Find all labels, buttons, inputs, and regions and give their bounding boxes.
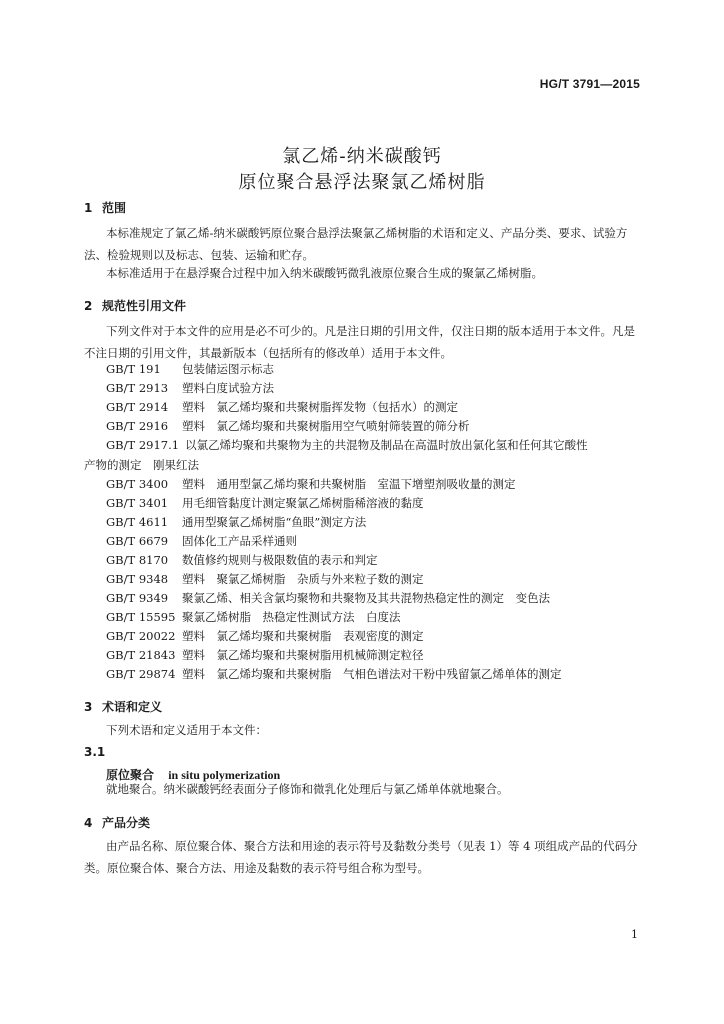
reference-title: 聚氯乙烯、相关含氯均聚物和共聚物及其共混物热稳定性的测定 变色法 [182,591,550,605]
reference-code: GB/T 3401 [106,496,169,510]
reference-item [106,551,378,570]
reference-title: 塑料白度试验方法 [182,381,274,395]
reference-code: GB/T 29874 [106,667,176,681]
reference-item [106,475,516,494]
reference-item [106,398,458,417]
reference-code: GB/T 9348 [106,572,169,586]
reference-item [106,417,470,436]
reference-title: 包装储运图示标志 [182,362,274,376]
standard-number: HG/T 3791—2015 [539,77,640,91]
classification-paragraph: 由产品名称、原位聚合体、聚合方法和用途的表示符号及黏数分类号（见表 1）等 4 项组成产品的代码分类。原位聚合体、聚合方法、用途及黏数的表示符号组合称为型号。 [84,839,638,875]
reference-title: 塑料 氯乙烯均聚和共聚树脂用机械筛测定粒径 [182,648,424,662]
reference-title: 塑料 氯乙烯均聚和共聚树脂挥发物（包括水）的测定 [182,400,458,414]
reference-code: GB/T 2916 [106,419,169,433]
section-title: 范围 [102,201,127,215]
reference-item [106,379,274,398]
section-title: 规范性引用文件 [102,299,187,313]
reference-code: GB/T 6679 [106,534,169,548]
reference-continuation: 产物的测定 刚果红法 [84,458,199,472]
page-number: 1 [631,928,638,941]
section-3-heading [84,698,162,715]
reference-item [106,570,424,589]
reference-code: GB/T 2914 [106,400,169,414]
reference-title: 用毛细管黏度计测定聚氯乙烯树脂稀溶液的黏度 [182,496,424,510]
document-title-line-2: 原位聚合悬浮法聚氯乙烯树脂 [238,172,486,193]
section-number: 1 [84,201,93,215]
scope-paragraph-2: 本标准适用于在悬浮聚合过程中加入纳米碳酸钙微乳液原位聚合生成的聚氯乙烯树脂。 [106,266,543,280]
term-chinese: 原位聚合 [106,768,155,782]
section-number: 3 [84,700,93,714]
reference-title: 通用型聚氯乙烯树脂“鱼眼”测定方法 [182,515,367,529]
reference-title: 塑料 氯乙烯均聚和共聚树脂 表观密度的测定 [182,629,424,643]
section-1-heading [84,199,126,216]
document-title-line-1: 氯乙烯-纳米碳酸钙 [282,146,442,167]
reference-title: 塑料 氯乙烯均聚和共聚树脂 气相色谱法对干粉中残留氯乙烯单体的测定 [182,667,562,681]
reference-item [106,646,424,665]
reference-item [106,627,424,646]
reference-item [106,589,550,608]
reference-code: GB/T 3400 [106,477,169,491]
reference-item [106,436,588,455]
section-number: 2 [84,299,93,313]
section-4-heading [84,814,150,831]
reference-item [106,608,401,627]
reference-title: 塑料 聚氯乙烯树脂 杂质与外来粒子数的测定 [182,572,424,586]
section-number: 4 [84,816,93,830]
reference-code: GB/T 9349 [106,591,169,605]
section-title: 术语和定义 [102,700,163,714]
reference-code: GB/T 191 [106,362,161,376]
section-2-heading [84,297,186,314]
reference-code: GB/T 8170 [106,553,169,567]
normative-intro: 下列文件对于本文件的应用是必不可少的。凡是注日期的引用文件，仅注日期的版本适用于本文件。凡是不注日期的引用文件，其最新版本（包括所有的修改单）适用于本文件。 [84,324,635,360]
reference-title: 聚氯乙烯树脂 热稳定性测试方法 白度法 [182,610,401,624]
reference-title: 固体化工产品采样通则 [182,534,297,548]
reference-item [106,360,274,379]
reference-code: GB/T 20022 [106,629,176,643]
reference-item [106,665,562,684]
reference-code: GB/T 21843 [106,648,176,662]
term-english: in situ polymerization [168,768,281,782]
reference-title: 塑料 氯乙烯均聚和共聚树脂用空气喷射筛装置的筛分析 [182,419,470,433]
reference-title: 塑料 通用型氯乙烯均聚和共聚树脂 室温下增塑剂吸收量的测定 [182,477,516,491]
reference-title: 以氯乙烯均聚和共聚物为主的共混物及制品在高温时放出氯化氢和任何其它酸性 [185,438,588,452]
reference-item [106,494,424,513]
reference-code: GB/T 2917.1 [106,438,180,452]
reference-item [106,532,297,551]
subsection-3-1-number: 3.1 [84,745,106,759]
section-title: 产品分类 [102,816,151,830]
terms-intro: 下列术语和定义适用于本文件： [106,723,267,737]
reference-code: GB/T 15595 [106,610,176,624]
scope-paragraph-1: 本标准规定了氯乙烯-纳米碳酸钙原位聚合悬浮法聚氯乙烯树脂的术语和定义、产品分类、要求、试验方法、检验规则以及标志、包装、运输和贮存。 [84,226,628,262]
reference-code: GB/T 2913 [106,381,169,395]
term-definition: 就地聚合。纳米碳酸钙经表面分子修饰和微乳化处理后与氯乙烯单体就地聚合。 [106,782,509,796]
reference-title: 数值修约规则与极限数值的表示和判定 [182,553,378,567]
reference-code: GB/T 4611 [106,515,169,529]
reference-item [106,513,366,532]
